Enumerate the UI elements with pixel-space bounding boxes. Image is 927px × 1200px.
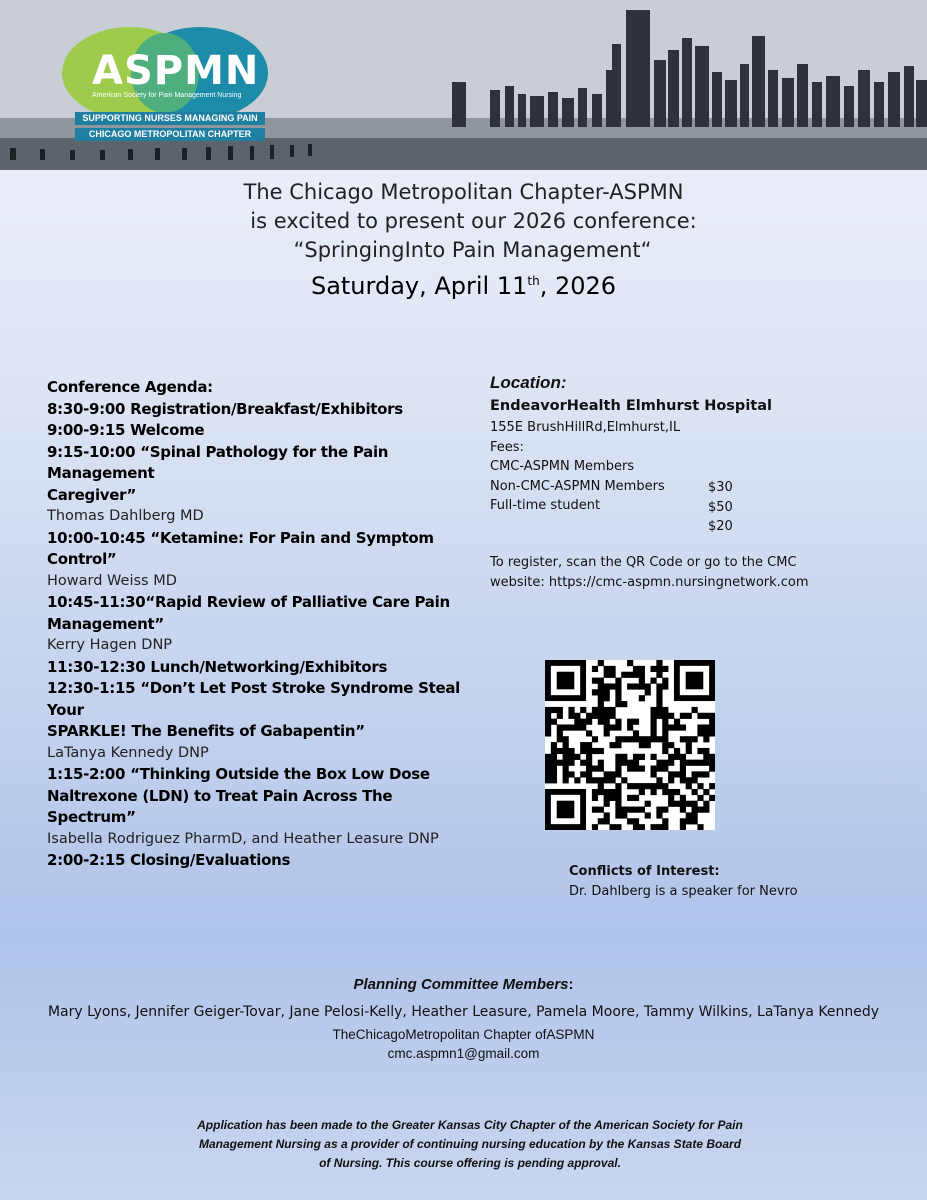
intro-line-1: The Chicago Metropolitan Chapter-ASPMN: [243, 180, 684, 204]
fee-category: CMC-ASPMN Members: [490, 459, 635, 474]
location-section: [490, 372, 890, 592]
accreditation-disclaimer: [150, 1116, 790, 1173]
planning-committee: [0, 974, 927, 1063]
disclaimer-line: of Nursing. This course offering is pending approval.: [319, 1156, 621, 1170]
event-date: Saturday, April 11th, 2026: [310, 272, 617, 300]
conflicts-of-interest: [569, 862, 798, 902]
register-url[interactable]: website: https://cmc-aspmn.nursingnetwork.com: [490, 574, 809, 590]
registration-qr-code[interactable]: [545, 660, 715, 830]
logo-chapter-bar: CHICAGO METROPOLITAN CHAPTER: [75, 128, 265, 141]
register-line: To register, scan the QR Code or go to the CMC: [490, 555, 797, 570]
header-banner: [0, 0, 927, 170]
event-intro: [0, 178, 927, 302]
disclaimer-line: Management Nursing as a provider of continuing nursing education by the Kansas State Board: [198, 1137, 742, 1151]
fees-table: [490, 457, 890, 535]
intro-line-2: is excited to present our 2026 conference:: [250, 209, 697, 233]
agenda-line: SPARKLE! The Benefits of Gabapentin”: [47, 722, 365, 740]
agenda-speaker: Howard Weiss MD: [47, 572, 177, 589]
fee-amount: $50: [708, 499, 733, 515]
logo-tagline-bar: SUPPORTING NURSES MANAGING PAIN: [75, 112, 265, 125]
agenda-line: 9:15-10:00 “Spinal Pathology for the Pain Management: [47, 442, 389, 482]
agenda-speaker: Kerry Hagen DNP: [47, 637, 173, 653]
conference-agenda: [47, 377, 467, 872]
fee-category: Non-CMC-ASPMN Members: [490, 478, 665, 494]
agenda-line: 8:30-9:00 Registration/Breakfast/Exhibitors: [47, 399, 403, 418]
agenda-line: Caregiver”: [47, 485, 137, 504]
register-instructions: [490, 553, 890, 592]
hospital-name: EndeavorHealth Elmhurst Hospital: [490, 398, 772, 414]
agenda-line: 12:30-1:15 “Don’t Let Post Stroke Syndrome Steal Your: [47, 679, 461, 719]
agenda-line: 9:00-9:15 Welcome: [47, 421, 205, 439]
conflicts-heading: Conflicts of Interest:: [569, 864, 720, 879]
agenda-line: 1:15-2:00 “Thinking Outside the Box Low Dose: [47, 765, 430, 783]
agenda-speaker: Isabella Rodriguez PharmD, and Heather Leasure DNP: [47, 830, 439, 847]
fee-amount: $20: [708, 519, 733, 534]
agenda-line: 10:45-11:30“Rapid Review of Palliative Care Pain: [47, 593, 450, 611]
agenda-heading: Conference Agenda:: [47, 378, 213, 396]
agenda-speaker: Thomas Dahlberg MD: [47, 508, 204, 524]
agenda-line: Naltrexone (LDN) to Treat Pain Across The Spectrum”: [47, 786, 393, 826]
agenda-line: 10:00-10:45 “Ketamine: For Pain and Symptom Control”: [47, 528, 434, 568]
committee-names: Mary Lyons, Jennifer Geiger-Tovar, Jane Pelosi-Kelly, Heather Leasure, Pamela Moore, Tammy Wilkins, LaTanya Kennedy: [47, 1004, 880, 1020]
aspmn-logo: [60, 18, 270, 153]
committee-heading: Planning Committee Members:: [353, 976, 574, 993]
fees-label: Fees:: [490, 439, 524, 455]
fee-amount: $30: [708, 480, 733, 495]
disclaimer-line: Application has been made to the Greater Kansas City Chapter of the American Society for Pain: [197, 1118, 743, 1132]
logo-wordmark: ASPMN: [92, 48, 260, 94]
agenda-line: Management”: [47, 614, 164, 633]
address: 155E BrushHillRd,Elmhurst,IL: [490, 420, 681, 435]
fee-category: Full-time student: [490, 498, 601, 513]
agenda-line: 11:30-12:30 Lunch/Networking/Exhibitors: [47, 657, 388, 676]
agenda-speaker: LaTanya Kennedy DNP: [47, 744, 209, 761]
agenda-line: 2:00-2:15 Closing/Evaluations: [47, 851, 291, 869]
chapter-name: TheChicagoMetropolitan Chapter ofASPMN: [332, 1027, 595, 1042]
conflicts-text: Dr. Dahlberg is a speaker for Nevro: [569, 884, 798, 899]
contact-email[interactable]: cmc.aspmn1@gmail.com: [387, 1046, 540, 1061]
conference-title: “SpringingInto Pain Management“: [293, 238, 652, 262]
location-heading: Location:: [490, 373, 567, 392]
logo-subtitle: American Society for Pain Management Nursing: [92, 92, 242, 99]
